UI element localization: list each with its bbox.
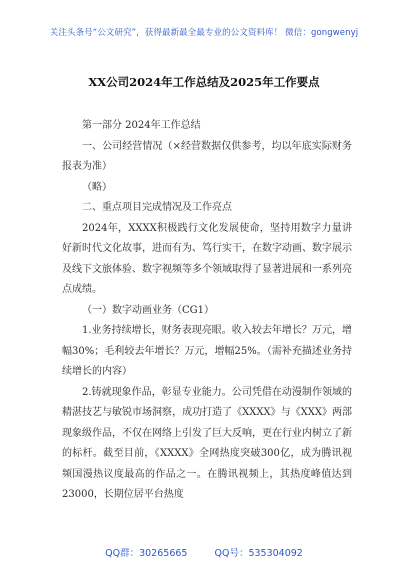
document-title: XX公司2024年工作总结及2025年工作要点: [88, 75, 320, 89]
body-paragraph: 2024年，XXXX积极践行文化发展使命，坚持用数字力量讲好新时代文化故事，进而有为、笃行实干，在数字动画、数字展示及线下文旅体验、数字视频等多个领域取得了显著进展和一系列亮点成绩。: [62, 222, 352, 295]
promo-header: 关注头条号“公文研究”，获得最新最全最专业的公文资料库！ 微信：gongwenyj: [49, 28, 359, 38]
section-heading: 第一部分 2024年工作总结: [82, 120, 201, 131]
qq-group: QQ群：30265665: [105, 548, 188, 559]
subsection-heading: 二、重点项目完成情况及工作亮点: [82, 202, 232, 213]
omitted-note: （略）: [82, 181, 112, 193]
document-body: [62, 116, 352, 506]
body-paragraph: 2.铸就现象作品，彰显专业能力。公司凭借在动漫制作领域的精湛技艺与敏锐市场洞察，成功打造了《XXXX》与《XXX》两部现象级作品，不仅在网络上引发了巨大反响，更在行业内树立了新的标杆。截至目前，《XXXX》全网热度突破300亿，成为腾讯视频国漫热议度最高的作品之一。在腾讯视频上，其热度峰值达到23000，长期位居平台热度: [62, 386, 352, 500]
qq-number: QQ号：535304092: [214, 548, 303, 559]
subsection-heading: 一、公司经营情况（×经营数据仅供参考，均以年底实际财务报表为准）: [62, 140, 352, 172]
contact-footer: [0, 545, 408, 559]
subsection-heading: （一）数字动画业务（CG1）: [82, 304, 215, 316]
body-paragraph: 1.业务持续增长，财务表现亮眼。收入较去年增长？万元，增幅30%；毛利较去年增长？万元，增幅25%。（需补充描述业务持续增长的内容）: [62, 325, 352, 377]
